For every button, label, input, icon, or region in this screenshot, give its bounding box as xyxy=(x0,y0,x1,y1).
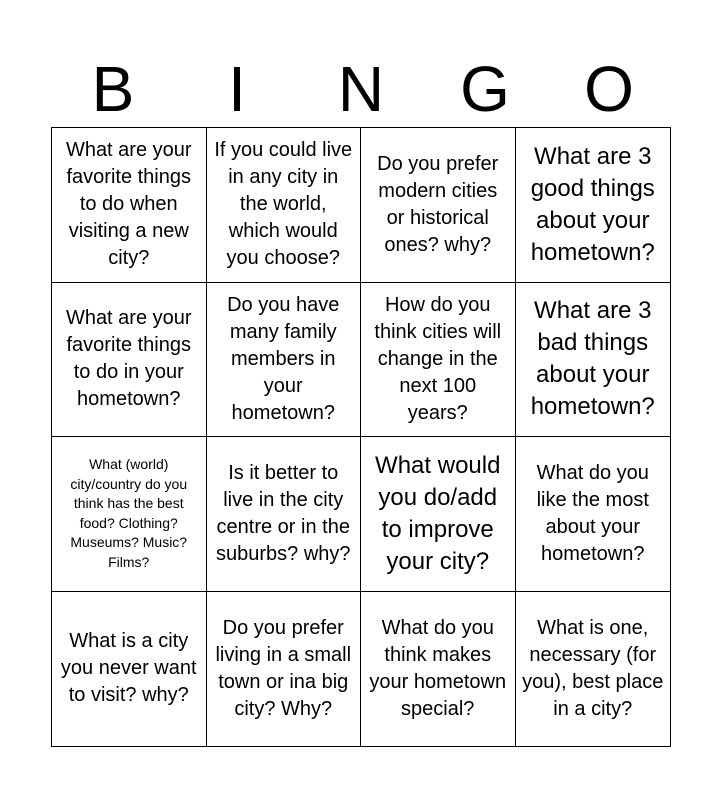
bingo-cell[interactable] xyxy=(52,592,207,747)
title-letter-b: B xyxy=(91,53,135,125)
bingo-cell[interactable] xyxy=(361,283,516,438)
cell-text: What is one, necessary (for you), best place in a city? xyxy=(522,616,664,720)
bingo-cell[interactable] xyxy=(207,128,362,283)
bingo-cell[interactable] xyxy=(361,437,516,592)
bingo-cell[interactable] xyxy=(516,592,671,747)
bingo-cell[interactable] xyxy=(207,592,362,747)
bingo-cell[interactable] xyxy=(516,128,671,283)
cell-text: What (world) city/country do you think has the best food? Clothing? Museums? Music? Films? xyxy=(70,456,188,570)
cell-text: What are 3 bad things about your hometown? xyxy=(530,297,655,421)
title-letter-g: G xyxy=(460,53,510,125)
title-letter-n: N xyxy=(337,53,385,125)
cell-text: What do you like the most about your hometown? xyxy=(536,461,649,565)
bingo-cell[interactable] xyxy=(207,437,362,592)
cell-text: How do you think cities will change in the next 100 years? xyxy=(374,293,502,424)
bingo-cell[interactable] xyxy=(361,128,516,283)
bingo-cell[interactable] xyxy=(516,283,671,438)
bingo-cell[interactable] xyxy=(52,283,207,438)
cell-text: What do you think makes your hometown special? xyxy=(369,616,507,720)
bingo-cell[interactable] xyxy=(207,283,362,438)
bingo-cell[interactable] xyxy=(52,128,207,283)
bingo-cell[interactable] xyxy=(516,437,671,592)
cell-text: What would you do/add to improve your city? xyxy=(375,451,501,575)
cell-text: Do you prefer modern cities or historical ones? why? xyxy=(377,152,499,256)
cell-text: What is a city you never want to visit? why? xyxy=(60,630,197,707)
cell-text: What are your favorite things to do in your hometown? xyxy=(65,307,192,411)
bingo-cell[interactable] xyxy=(361,592,516,747)
cell-text: Is it better to live in the city centre or in the suburbs? why? xyxy=(215,461,351,565)
bingo-cell[interactable] xyxy=(52,437,207,592)
bingo-board xyxy=(51,127,671,747)
cell-text: Do you prefer living in a small town or ina big city? Why? xyxy=(215,616,352,720)
cell-text: If you could live in any city in the world, which would you choose? xyxy=(214,139,353,270)
cell-text: What are 3 good things about your hometown? xyxy=(530,142,655,266)
title-letter-i: I xyxy=(228,53,246,125)
title-letter-o: O xyxy=(584,53,634,125)
bingo-title xyxy=(51,50,671,128)
cell-text: Do you have many family members in your hometown? xyxy=(227,293,340,424)
cell-text: What are your favorite things to do when visiting a new city? xyxy=(65,139,192,270)
